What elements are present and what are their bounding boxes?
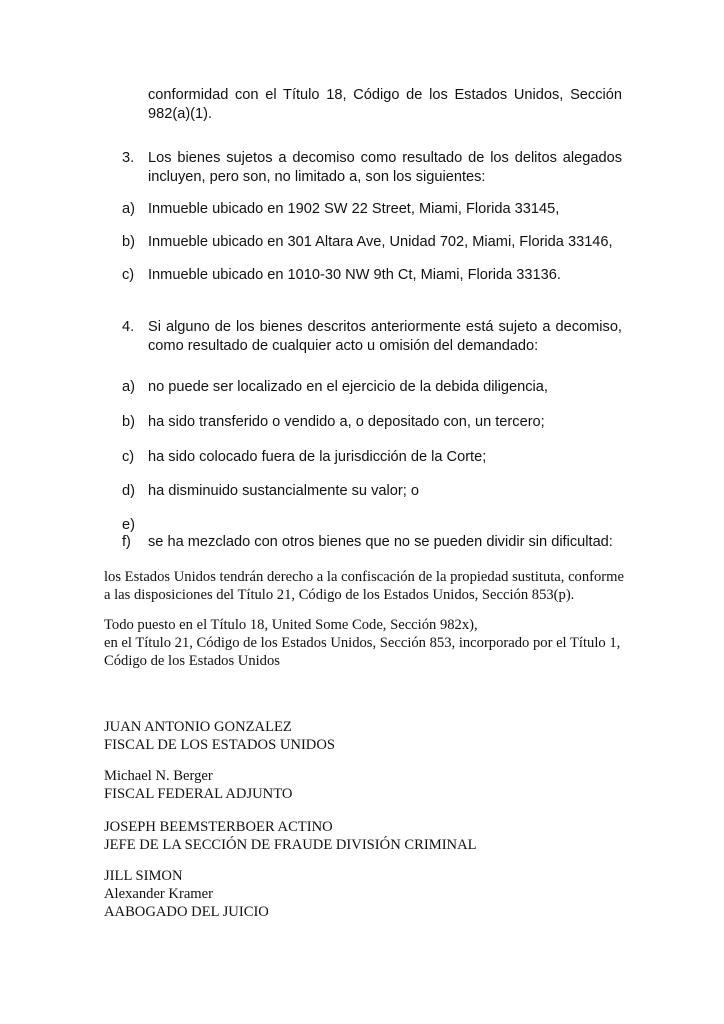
authority-line-3: Código de los Estados Unidos	[104, 653, 280, 669]
paragraph-3-number: 3.	[122, 150, 135, 166]
trial-attorney-name-1: JILL SIMON	[104, 868, 183, 884]
property-item-text: Inmueble ubicado en 301 Altara Ave, Unidad 702, Miami, Florida 33146,	[148, 234, 613, 250]
signature-block-trial-attorneys	[104, 867, 269, 921]
condition-item-text: ha sido colocado fuera de la jurisdicción de la Corte;	[148, 449, 487, 465]
property-item-label: a)	[122, 201, 135, 217]
paragraph-4-line-2: como resultado de cualquier acto u omisión del demandado:	[148, 338, 539, 354]
signatory-name: JUAN ANTONIO GONZALEZ	[104, 719, 292, 735]
signatory-title: FISCAL FEDERAL ADJUNTO	[104, 786, 293, 802]
condition-item-text: ha disminuido sustancialmente su valor; o	[148, 483, 419, 499]
signatory-name: JOSEPH BEEMSTERBOER ACTINO	[104, 819, 333, 835]
paragraph-4	[122, 318, 622, 356]
paragraph-4-line-1: Si alguno de los bienes descritos anteriormente está sujeto a decomiso,	[148, 319, 622, 335]
condition-item-text: no puede ser localizado en el ejercicio de la debida diligencia,	[148, 379, 548, 395]
condition-item-label: a)	[122, 379, 135, 395]
property-item-text: Inmueble ubicado en 1010-30 NW 9th Ct, Miami, Florida 33136.	[148, 267, 561, 283]
property-item-c	[122, 266, 644, 285]
signature-block-assistant	[104, 767, 292, 803]
property-item-b	[122, 233, 644, 252]
signature-block-fraud-section	[104, 818, 477, 854]
authority-line-1: Todo puesto en el Título 18, United Some Code, Sección 982x),	[104, 617, 478, 633]
condition-item-label: d)	[122, 483, 135, 499]
continuation-line-2: 982(a)(1).	[148, 106, 213, 122]
property-item-label: c)	[122, 267, 135, 283]
property-item-a	[122, 200, 644, 219]
paragraph-3-line-1: Los bienes sujetos a decomiso como resultado de los delitos alegados	[148, 150, 622, 166]
condition-item-a	[122, 378, 644, 397]
continuation-line-1: conformidad con el Título 18, Código de los Estados Unidos, Sección	[148, 87, 622, 103]
condition-item-text: ha sido transferido o vendido a, o depositado con, un tercero;	[148, 414, 545, 430]
continuation-paragraph	[148, 86, 622, 124]
condition-item-text: se ha mezclado con otros bienes que no se pueden dividir sin dificultad:	[148, 534, 613, 550]
condition-item-label: c)	[122, 449, 135, 465]
paragraph-4-number: 4.	[122, 319, 135, 335]
condition-item-b	[122, 413, 644, 432]
condition-item-d	[122, 482, 644, 501]
substitute-property-paragraph	[104, 568, 624, 604]
substitute-line-1: los Estados Unidos tendrán derecho a la confiscación de la propiedad sustituta, conforme	[104, 569, 624, 585]
signatory-title: JEFE DE LA SECCIÓN DE FRAUDE DIVISIÓN CRIMINAL	[104, 837, 477, 853]
condition-item-label: e)	[122, 517, 135, 533]
trial-attorney-name-2: Alexander Kramer	[104, 886, 213, 902]
property-item-label: b)	[122, 234, 135, 250]
signatory-name: Michael N. Berger	[104, 768, 213, 784]
authority-line-2: en el Título 21, Código de los Estados Unidos, Sección 853, incorporado por el Título 1,	[104, 635, 621, 651]
paragraph-3	[122, 149, 622, 187]
substitute-line-2: a las disposiciones del Título 21, Código de los Estados Unidos, Sección 853(p).	[104, 587, 575, 603]
signature-block-us-attorney	[104, 718, 335, 754]
signatory-title: FISCAL DE LOS ESTADOS UNIDOS	[104, 737, 335, 753]
condition-item-label: f)	[122, 534, 131, 550]
condition-item-c	[122, 448, 644, 467]
property-item-text: Inmueble ubicado en 1902 SW 22 Street, Miami, Florida 33145,	[148, 201, 560, 217]
condition-item-label: b)	[122, 414, 135, 430]
trial-attorney-title: AABOGADO DEL JUICIO	[104, 904, 269, 920]
condition-item-f	[122, 533, 644, 552]
authority-paragraph	[104, 616, 628, 670]
paragraph-3-line-2: incluyen, pero son, no limitado a, son los siguientes:	[148, 169, 486, 185]
